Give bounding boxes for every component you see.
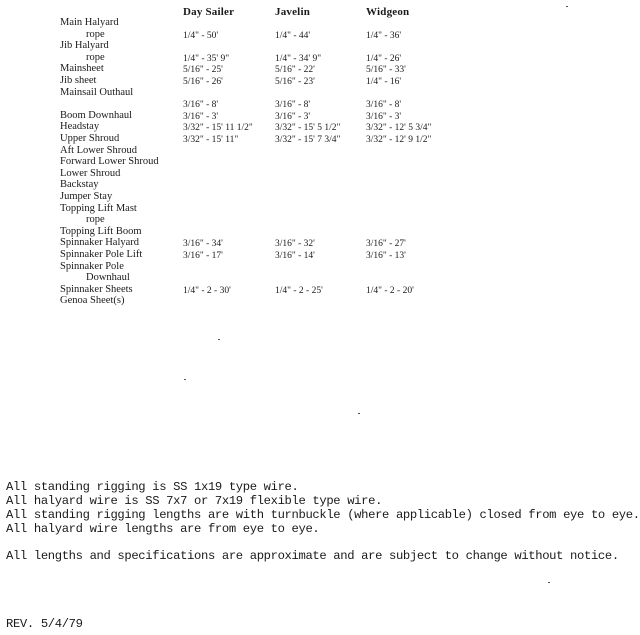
row-value: 3/16" - 3' xyxy=(183,112,219,122)
row-label: Topping Lift Boom xyxy=(60,226,142,237)
note-standing-lengths: All standing rigging lengths are with turnbuckle (where applicable) closed from eye to eye. xyxy=(6,508,640,522)
column-header-day-sailer: Day Sailer xyxy=(183,6,235,18)
row-value: 1/4" - 26' xyxy=(366,54,402,64)
row-value: 5/16" - 23' xyxy=(275,77,315,87)
row-value: 3/32" - 12' 5 3/4" xyxy=(366,123,432,133)
row-label: Spinnaker Pole Lift xyxy=(60,249,143,260)
row-value: 1/4" - 50' xyxy=(183,31,219,41)
row-value: 3/32" - 15' 11" xyxy=(183,135,239,145)
row-value: 3/16" - 8' xyxy=(183,100,219,110)
row-label: Backstay xyxy=(60,179,99,190)
row-label: rope xyxy=(86,29,105,40)
row-value: 1/4" - 34' 9" xyxy=(275,54,322,64)
row-label: Jib Halyard xyxy=(60,40,109,51)
row-label: Mainsheet xyxy=(60,63,104,74)
row-value: 3/16" - 13' xyxy=(366,251,406,261)
scan-speck xyxy=(548,582,550,583)
row-value: 1/4" - 2 - 20' xyxy=(366,286,414,296)
row-value: 5/16" - 25' xyxy=(183,65,223,75)
row-label: Mainsail Outhaul xyxy=(60,87,134,98)
scan-speck xyxy=(358,413,360,414)
revision-date: REV. 5/4/79 xyxy=(6,617,83,631)
note-halyard-lengths: All halyard wire lengths are from eye to eye. xyxy=(6,522,320,536)
row-value: 5/16" - 26' xyxy=(183,77,223,87)
row-value: 3/16" - 27' xyxy=(366,239,406,249)
row-value: 5/16" - 33' xyxy=(366,65,406,75)
row-value: 3/32" - 12' 9 1/2" xyxy=(366,135,432,145)
row-value: 5/16" - 22' xyxy=(275,65,315,75)
row-label: Downhaul xyxy=(86,272,130,283)
row-label: rope xyxy=(86,214,105,225)
row-label: rope xyxy=(86,52,105,63)
row-value: 3/16" - 14' xyxy=(275,251,315,261)
row-label: Jumper Stay xyxy=(60,191,113,202)
column-header-widgeon: Widgeon xyxy=(366,6,410,18)
row-label: Boom Downhaul xyxy=(60,110,133,121)
row-label: Spinnaker Halyard xyxy=(60,237,140,248)
row-value: 3/16" - 8' xyxy=(275,100,311,110)
row-label: Main Halyard xyxy=(60,17,119,28)
row-label: Forward Lower Shroud xyxy=(60,156,159,167)
row-label: Aft Lower Shroud xyxy=(60,145,137,156)
row-value: 1/4" - 2 - 30' xyxy=(183,286,231,296)
row-value: 3/16" - 3' xyxy=(366,112,402,122)
row-value: 3/32" - 15' 7 3/4" xyxy=(275,135,341,145)
row-value: 3/32" - 15' 11 1/2" xyxy=(183,123,253,133)
row-label: Topping Lift Mast xyxy=(60,203,137,214)
row-value: 3/16" - 34' xyxy=(183,239,223,249)
row-label: Jib sheet xyxy=(60,75,97,86)
row-label: Lower Shroud xyxy=(60,168,121,179)
row-label: Headstay xyxy=(60,121,100,132)
row-value: 3/16" - 32' xyxy=(275,239,315,249)
row-label: Spinnaker Sheets xyxy=(60,284,133,295)
scan-speck xyxy=(566,6,568,7)
row-value: 3/16" - 8' xyxy=(366,100,402,110)
row-value: 1/4" - 44' xyxy=(275,31,311,41)
column-header-javelin: Javelin xyxy=(275,6,311,18)
row-value: 3/16" - 3' xyxy=(275,112,311,122)
row-label: Spinnaker Pole xyxy=(60,261,124,272)
row-value: 1/4" - 36' xyxy=(366,31,402,41)
disclaimer: All lengths and specifications are approximate and are subject to change without notice. xyxy=(6,549,619,563)
row-label: Upper Shroud xyxy=(60,133,120,144)
row-value: 1/4" - 2 - 25' xyxy=(275,286,323,296)
note-halyard-wire: All halyard wire is SS 7x7 or 7x19 flexible type wire. xyxy=(6,494,383,508)
row-value: 3/16" - 17' xyxy=(183,251,223,261)
scan-speck xyxy=(184,379,186,380)
scan-speck xyxy=(218,339,220,340)
row-value: 3/32" - 15' 5 1/2" xyxy=(275,123,341,133)
row-label: Genoa Sheet(s) xyxy=(60,295,125,306)
row-value: 1/4" - 35' 9" xyxy=(183,54,230,64)
row-value: 1/4" - 16' xyxy=(366,77,402,87)
note-standing-rigging: All standing rigging is SS 1x19 type wire. xyxy=(6,480,299,494)
